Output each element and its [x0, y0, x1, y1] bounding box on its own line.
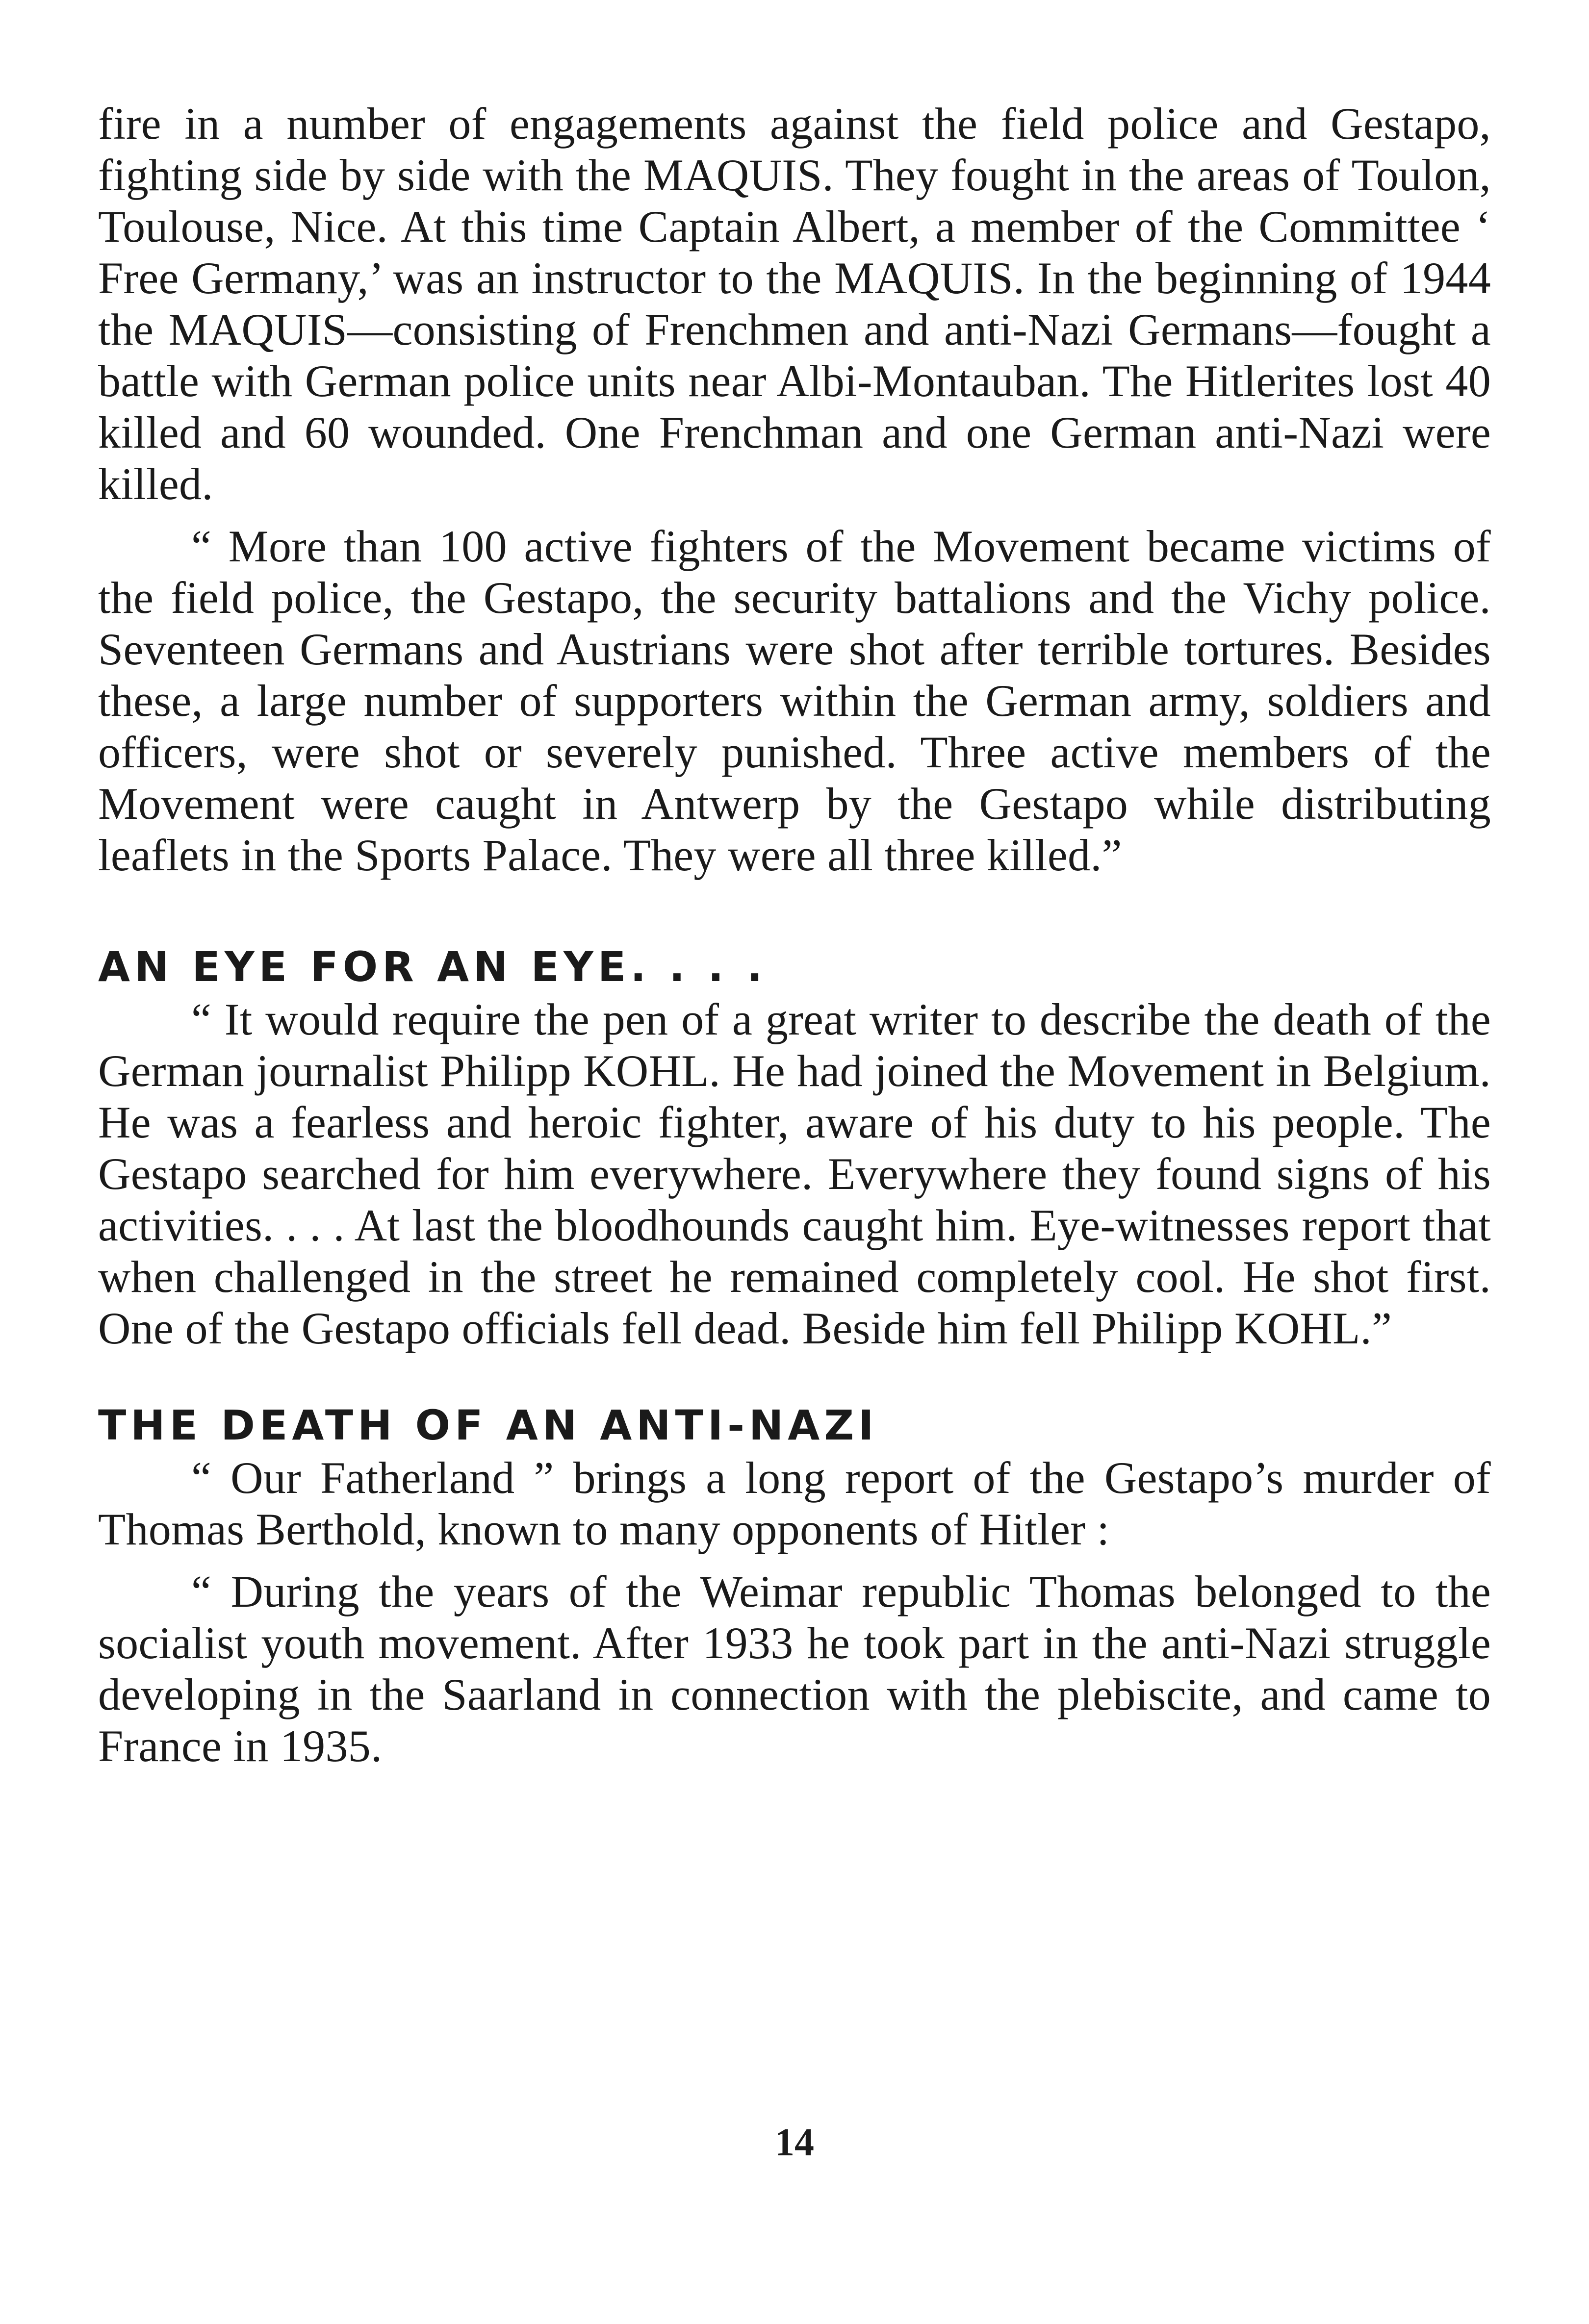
section-heading: AN EYE FOR AN EYE. . . .	[98, 943, 767, 991]
section-heading: THE DEATH OF AN ANTI-NAZI	[98, 1401, 878, 1449]
body-paragraph: “ During the years of the Weimar republic Thomas belonged to the socialist youth movement. After 1933 he took part in the anti-Nazi struggle developing in the Saarland in connection with the plebiscite, and came to France in 1935.	[98, 1566, 1491, 1771]
page-number: 14	[775, 2121, 814, 2164]
body-paragraph: “ Our Fatherland ” brings a long report of the Gestapo’s murder of Thomas Berthold, known to many opponents of Hitler :	[98, 1453, 1491, 1554]
body-paragraph: fire in a number of engagements against the field police and Gestapo, fighting side by side with the MAQUIS. They fought in the areas of Toulon, Toulouse, Nice. At this time Captain Albert, a member of the Committee ‘ Free Germany,’ was an instructor to the MAQUIS. In the beginning of 1944 the MAQUIS—consisting of Frenchmen and anti-Nazi Germans—fought a battle with German police units near Albi-Montauban. The Hitlerites lost 40 killed and 60 wounded. One Frenchman and one German anti-Nazi were killed.	[98, 99, 1491, 509]
body-paragraph: “ It would require the pen of a great writer to describe the death of the German journalist Philipp KOHL. He had joined the Movement in Belgium. He was a fearless and heroic fighter, aware of his duty to his people. The Gestapo searched for him everywhere. Everywhere they found signs of his activities. . . . At last the bloodhounds caught him. Eye-witnesses report that when challenged in the street he remained completely cool. He shot first. One of the Gestapo officials fell dead. Beside him fell Philipp KOHL.”	[98, 994, 1491, 1353]
page-body	[98, 98, 1491, 1783]
body-paragraph: “ More than 100 active fighters of the Movement became victims of the field police, the Gestapo, the security battalions and the Vichy police. Seventeen Germans and Austrians were shot after terrible tortures. Besides these, a large number of supporters within the German army, soldiers and officers, were shot or severely punished. Three active members of the Movement were caught in Antwerp by the Gestapo while distributing leaflets in the Sports Palace. They were all three killed.”	[98, 521, 1491, 880]
